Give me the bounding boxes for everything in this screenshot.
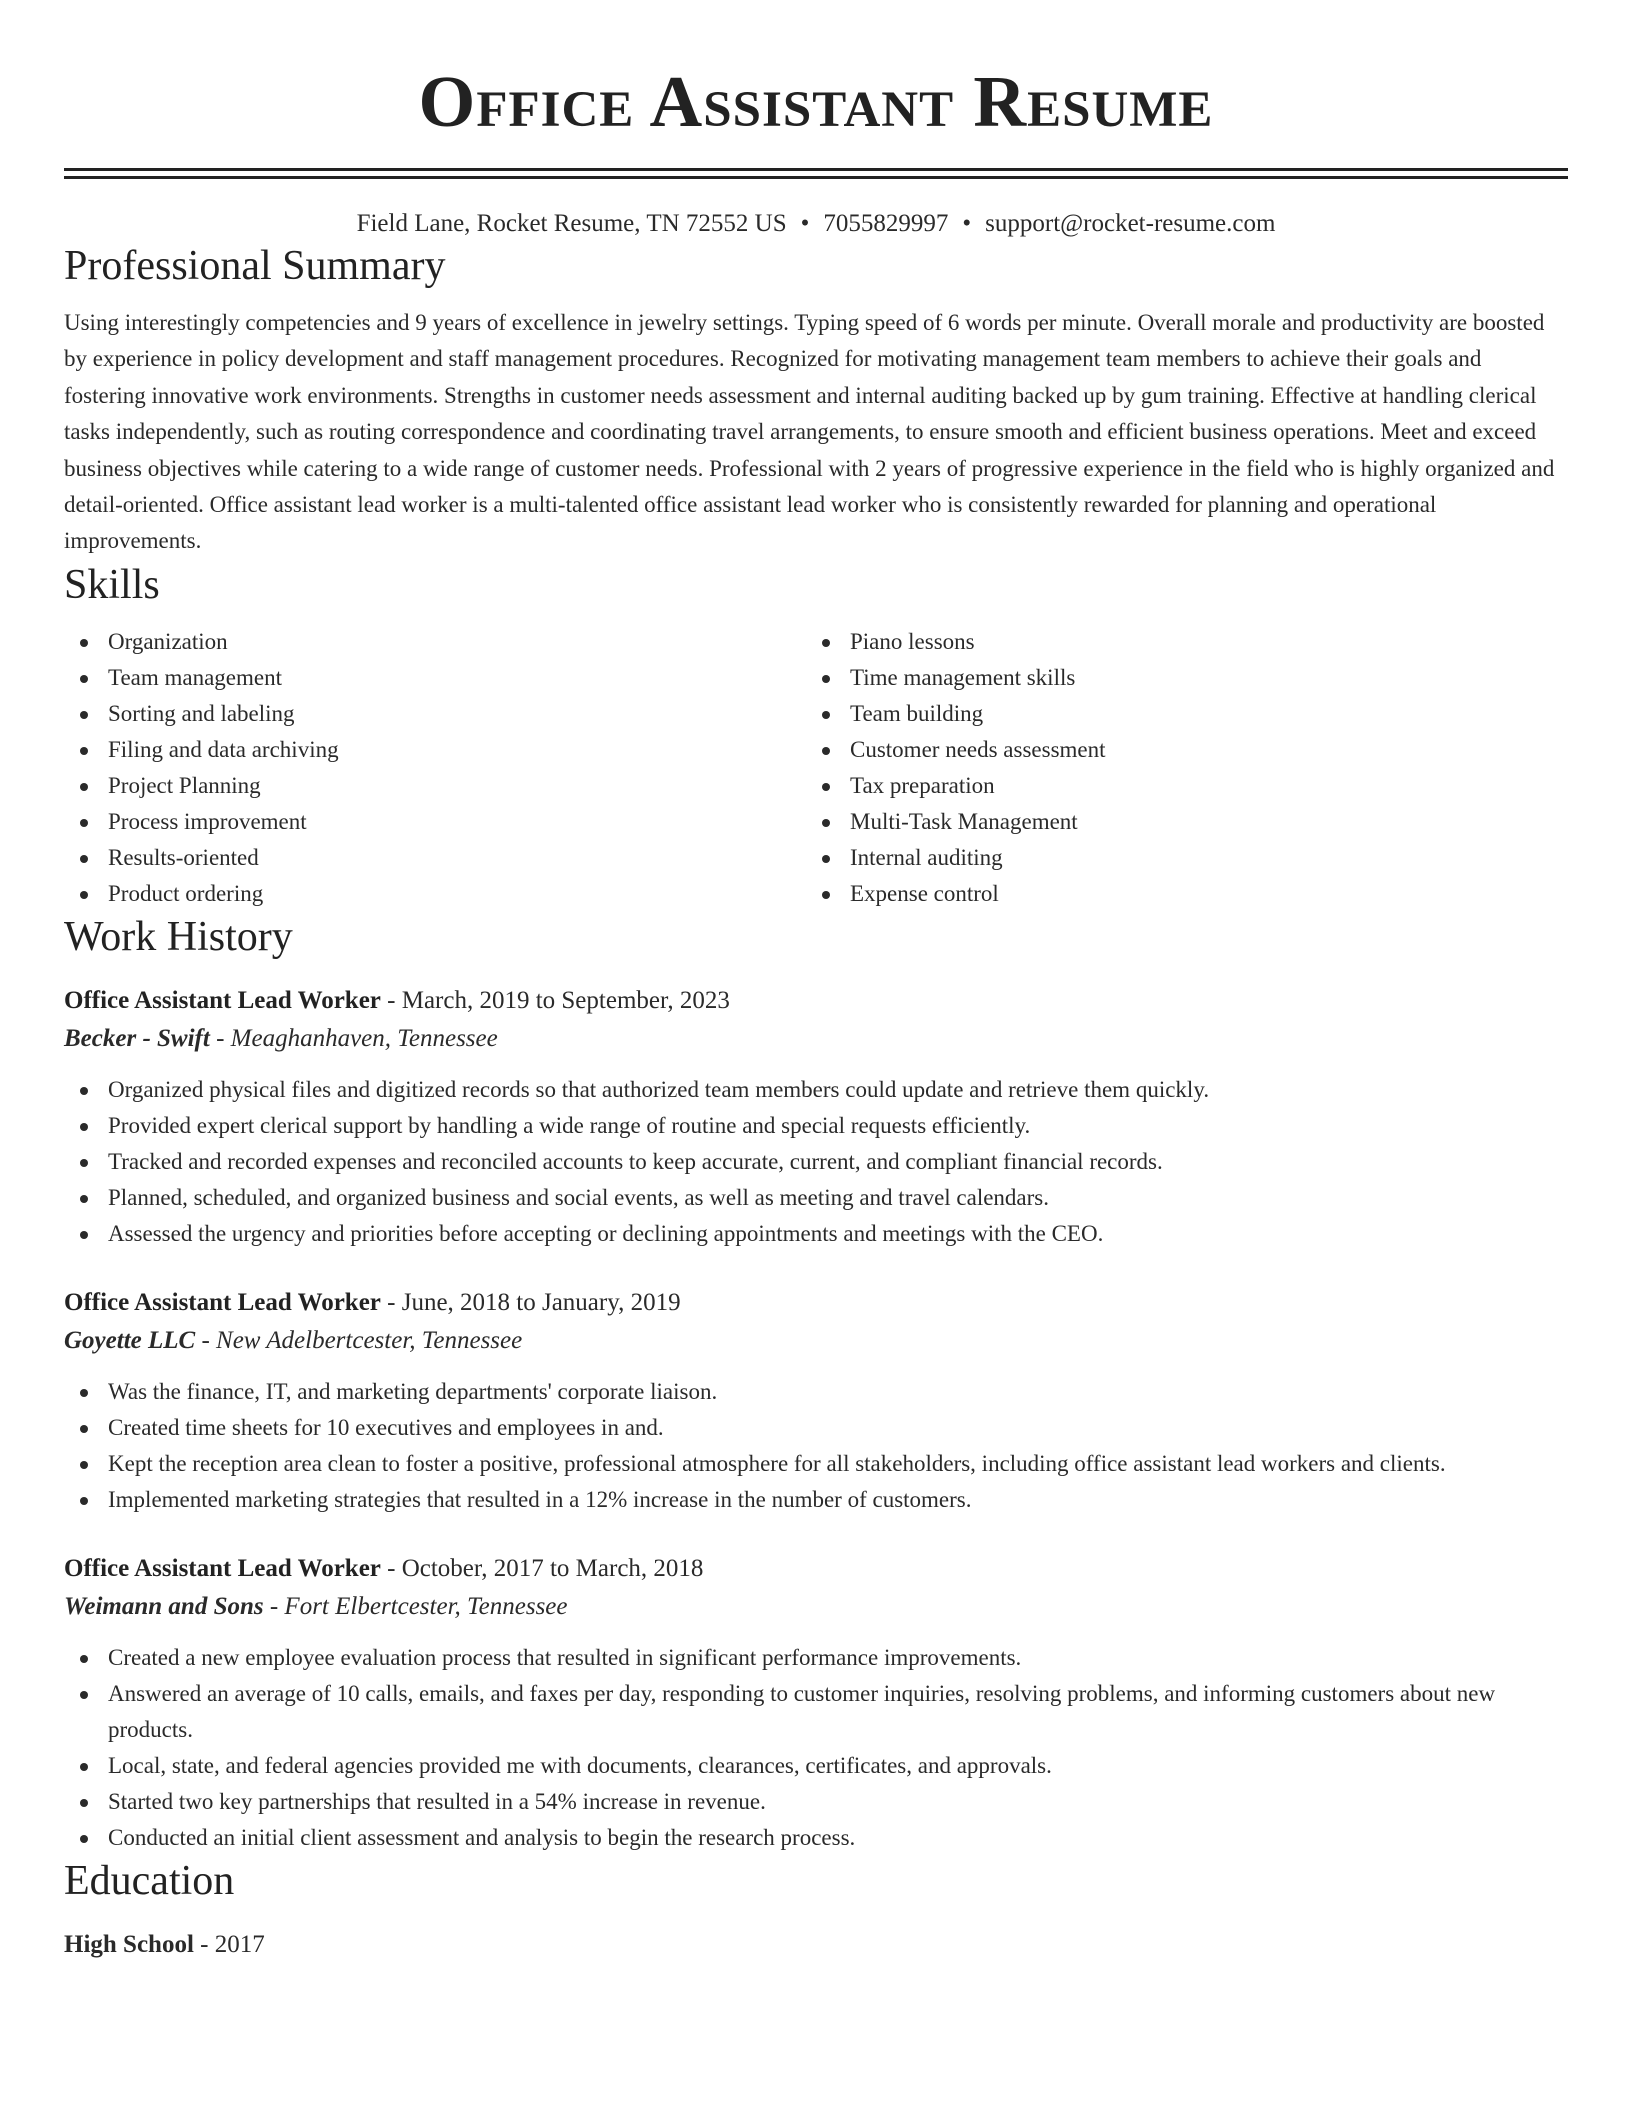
duty-item: Organized physical files and digitized records so that authorized team members could update and retrieve them quickly.: [64, 1072, 1568, 1108]
job-title-line: [64, 1550, 1568, 1588]
skill-item: Team management: [64, 660, 806, 696]
employer-name: Weimann and Sons: [64, 1592, 264, 1620]
contact-separator: •: [962, 210, 972, 237]
duty-item: Kept the reception area clean to foster a positive, professional atmosphere for all stakeholders, including office assistant lead workers and clients.: [64, 1446, 1568, 1482]
skill-item: Expense control: [806, 876, 1548, 912]
duty-item: Local, state, and federal agencies provided me with documents, clearances, certificates, and approvals.: [64, 1748, 1568, 1784]
duties-list: [64, 1640, 1568, 1856]
duty-item: Was the finance, IT, and marketing departments' corporate liaison.: [64, 1374, 1568, 1410]
skill-item: Product ordering: [64, 876, 806, 912]
summary-heading: Professional Summary: [64, 243, 446, 289]
duty-item: Started two key partnerships that resulted in a 54% increase in revenue.: [64, 1784, 1568, 1820]
duty-item: Tracked and recorded expenses and reconciled accounts to keep accurate, current, and compliant financial records.: [64, 1144, 1568, 1180]
contact-email: support@rocket-resume.com: [985, 210, 1276, 237]
skill-item: Time management skills: [806, 660, 1548, 696]
employer-line: [64, 1322, 1568, 1360]
contact-address: Field Lane, Rocket Resume, TN 72552 US: [356, 210, 787, 237]
job-title: Office Assistant Lead Worker: [64, 1288, 381, 1316]
employer-location: - Fort Elbertcester, Tennessee: [263, 1592, 568, 1620]
employer-line: [64, 1588, 1568, 1626]
duty-item: Provided expert clerical support by handling a wide range of routine and special requests efficiently.: [64, 1108, 1568, 1144]
skill-item: Multi-Task Management: [806, 804, 1548, 840]
skills-column-right: [806, 624, 1548, 912]
skill-item: Internal auditing: [806, 840, 1548, 876]
contact-separator: •: [800, 210, 810, 237]
skills-list: [64, 624, 1568, 912]
skill-item: Filing and data archiving: [64, 732, 806, 768]
employer-name: Becker - Swift: [64, 1024, 210, 1052]
employer-location: - Meaghanhaven, Tennessee: [209, 1024, 498, 1052]
job-dates: - March, 2019 to September, 2023: [380, 986, 730, 1014]
job-dates: - June, 2018 to January, 2019: [380, 1288, 681, 1316]
education-degree: High School: [64, 1930, 194, 1958]
job-dates: - October, 2017 to March, 2018: [380, 1554, 704, 1582]
skill-item: Organization: [64, 624, 806, 660]
education-entry: [64, 1926, 1568, 1964]
skill-item: Results-oriented: [64, 840, 806, 876]
job-entry: [64, 1284, 1568, 1518]
skill-item: Process improvement: [64, 804, 806, 840]
summary-text: Using interestingly competencies and 9 years of excellence in jewelry settings. Typing speed of 6 words per minute. Overall morale and productivity are boosted by experience in policy development and staff management procedures. Recognized for motivating management team members to achieve their goals and fostering innovative work environments. Strengths in customer needs assessment and internal auditing backed up by gum training. Effective at handling clerical tasks independently, such as routing correspondence and coordinating travel arrangements, to ensure smooth and efficient business operations. Meet and exceed business objectives while catering to a wide range of customer needs. Professional with 2 years of progressive experience in the field who is highly organized and detail-oriented. Office assistant lead worker is a multi-talented office assistant lead worker who is consistently rewarded for planning and operational improvements.: [64, 310, 1555, 554]
contact-line: [64, 207, 1568, 241]
duties-list: [64, 1072, 1568, 1252]
employer-location: - New Adelbertcester, Tennessee: [195, 1326, 523, 1354]
skills-heading: Skills: [64, 561, 160, 608]
employer-line: [64, 1020, 1568, 1058]
duty-item: Assessed the urgency and priorities before accepting or declining appointments and meetings with the CEO.: [64, 1216, 1568, 1252]
education-heading: Education: [64, 1857, 235, 1904]
contact-phone: 7055829997: [823, 210, 949, 237]
education-year: - 2017: [193, 1930, 265, 1958]
skill-item: Tax preparation: [806, 768, 1548, 804]
job-title-line: [64, 982, 1568, 1020]
skill-item: Customer needs assessment: [806, 732, 1548, 768]
employer-name: Goyette LLC: [64, 1326, 196, 1354]
skill-item: Piano lessons: [806, 624, 1548, 660]
job-entry: [64, 982, 1568, 1252]
duty-item: Answered an average of 10 calls, emails, and faxes per day, responding to customer inquiries, resolving problems, and informing customers about new products.: [64, 1676, 1568, 1748]
duty-item: Created a new employee evaluation process that resulted in significant performance improvements.: [64, 1640, 1568, 1676]
work-history-heading: Work History: [64, 913, 293, 960]
skills-column-left: [64, 624, 806, 912]
job-entry: [64, 1550, 1568, 1856]
duty-item: Implemented marketing strategies that resulted in a 12% increase in the number of customers.: [64, 1482, 1568, 1518]
job-title-line: [64, 1284, 1568, 1322]
page-title: Office Assistant Resume: [418, 61, 1214, 142]
duty-item: Conducted an initial client assessment and analysis to begin the research process.: [64, 1820, 1568, 1856]
skill-item: Team building: [806, 696, 1548, 732]
skill-item: Sorting and labeling: [64, 696, 806, 732]
resume-page: [64, 0, 1568, 1964]
title-double-rule: [64, 168, 1568, 179]
job-title: Office Assistant Lead Worker: [64, 986, 381, 1014]
duty-item: Planned, scheduled, and organized business and social events, as well as meeting and travel calendars.: [64, 1180, 1568, 1216]
job-title: Office Assistant Lead Worker: [64, 1554, 381, 1582]
skill-item: Project Planning: [64, 768, 806, 804]
duty-item: Created time sheets for 10 executives and employees in and.: [64, 1410, 1568, 1446]
duties-list: [64, 1374, 1568, 1518]
